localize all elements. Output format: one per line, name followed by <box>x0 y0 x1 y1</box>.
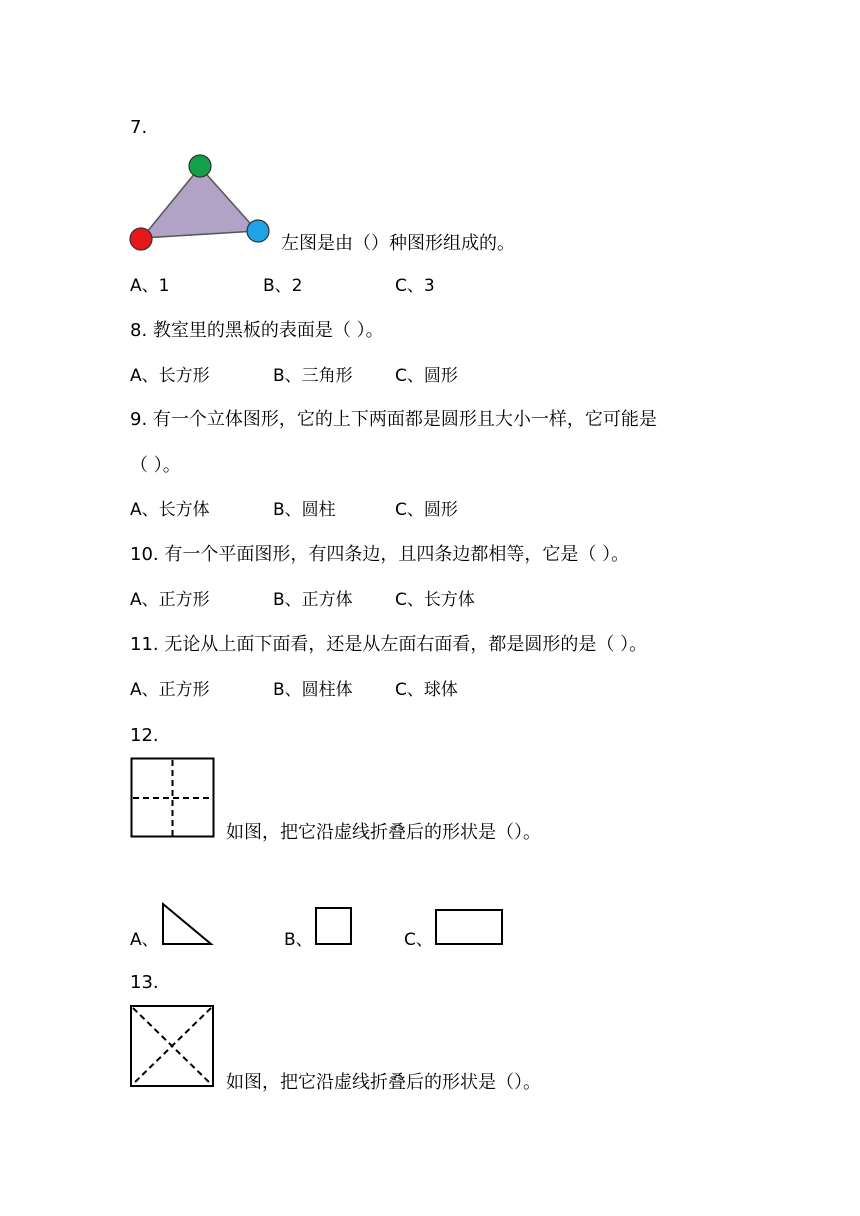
q9-option-a: A、长方体 <box>130 500 210 520</box>
q7-triangle-figure <box>126 150 276 254</box>
left-circle <box>130 228 152 250</box>
q9-question-line2: （ ）。 <box>130 455 181 476</box>
q9-option-b: B、圆柱 <box>273 500 336 520</box>
q8-option-c: C、圆形 <box>395 366 458 386</box>
q12-square-dashed-cross-figure <box>130 757 216 839</box>
q12-number: 12. <box>130 725 159 746</box>
q12-option-a-triangle <box>160 901 216 947</box>
q12-option-a: A、 <box>130 930 159 950</box>
q7-number: 7. <box>130 117 148 138</box>
q12-option-b: B、 <box>284 930 313 950</box>
top-circle <box>189 155 211 177</box>
q10-option-a: A、正方形 <box>130 590 210 610</box>
q10-question: 10. 有一个平面图形，有四条边，且四条边都相等，它是（ ）。 <box>130 544 630 565</box>
q7-option-c: C、3 <box>395 276 435 296</box>
q13-square-dashed-diagonals-figure <box>129 1004 217 1090</box>
q10-option-b: B、正方体 <box>273 590 353 610</box>
q7-option-b: B、2 <box>263 276 303 296</box>
q9-option-c: C、圆形 <box>395 500 458 520</box>
triangle-shape <box>142 167 257 238</box>
q11-question: 11. 无论从上面下面看，还是从左面右面看，都是圆形的是（ ）。 <box>130 634 648 655</box>
q12-question: 如图，把它沿虚线折叠后的形状是（）。 <box>226 822 541 843</box>
q10-option-c: C、长方体 <box>395 590 475 610</box>
q7-question: 左图是由（）种图形组成的。 <box>281 233 515 254</box>
q12-option-b-square <box>314 906 354 946</box>
q11-option-c: C、球体 <box>395 680 458 700</box>
q8-question: 8. 教室里的黑板的表面是（ ）。 <box>130 320 384 341</box>
q8-option-b: B、三角形 <box>273 366 353 386</box>
q8-option-a: A、长方形 <box>130 366 210 386</box>
right-circle <box>247 220 269 242</box>
q7-option-a: A、1 <box>130 276 170 296</box>
q9-question-line1: 9. 有一个立体图形，它的上下两面都是圆形且大小一样，它可能是 <box>130 409 657 430</box>
q11-option-a: A、正方形 <box>130 680 210 700</box>
q11-option-b: B、圆柱体 <box>273 680 353 700</box>
q12-option-c: C、 <box>404 930 433 950</box>
q12-option-c-rectangle <box>434 908 506 948</box>
q13-number: 13. <box>130 972 159 993</box>
q13-question: 如图，把它沿虚线折叠后的形状是（）。 <box>226 1072 541 1093</box>
